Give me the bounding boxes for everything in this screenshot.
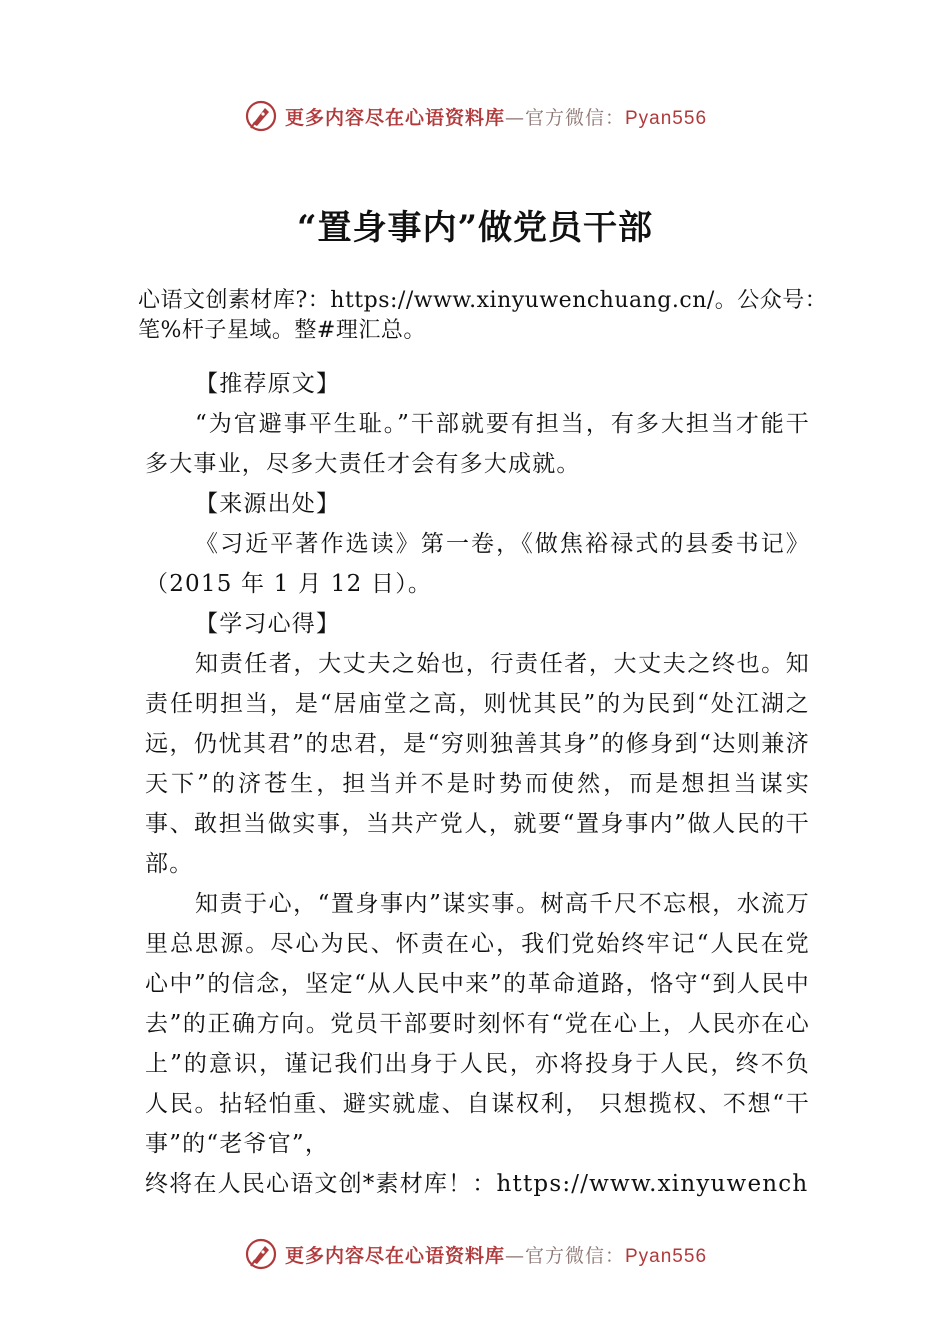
study-paragraph-2: 知责于心，“置身事内”谋实事。树高千尺不忘根，水流万里总思源。尽心为民、怀责在心，我们党始终牢记“人民在党心中”的信念，坚定“从人民中来”的革命道路，恪守“到人民中去”的正确方向。党员干部要时刻怀有“党在心上，人民亦在心上”的意识，谨记我们出身于人民，亦将投身于人民，终不负人民。拈轻怕重、避实就虚、自谋权利， 只想揽权、不想“干事”的“老爷官”， — [145, 891, 810, 1157]
banner-wechat-id: Pyan556 — [625, 107, 708, 129]
study-paragraph-1: 知责任者，大丈夫之始也，行责任者，大丈夫之终也。知责任明担当，是“居庙堂之高，则忧其民”的为民到“处江湖之远，仍忧其君”的忠君，是“穷则独善其身”的修身到“达则兼济天下”的济苍生，担当并不是时势而使然，而是想担当谋实事、敢担当做实事，当共产党人，就要“置身事内”做人民的干部。 — [145, 651, 810, 877]
footer-banner — [0, 1232, 950, 1276]
banner-main-text: 更多内容尽在心语资料库 — [284, 106, 505, 129]
banner-text — [285, 103, 707, 130]
study-paragraph-2-last-line: 终将在人民心语文创*素材库！：https://www.xinyuwench — [145, 1171, 809, 1197]
banner-dash: — — [504, 1244, 525, 1267]
recommend-heading: 【推荐原文】 — [195, 371, 341, 397]
document-body — [145, 364, 810, 1204]
study-heading: 【学习心得】 — [195, 611, 341, 637]
source-line: 心语文创素材库?：https://www.xinyuwenchuang.cn/。公众号：笔%杆子星域。整#理汇总。 — [138, 288, 828, 343]
document-title: “置身事内”做党员干部 — [296, 208, 654, 248]
fountain-pen-logo-icon — [243, 1236, 279, 1272]
banner-text — [285, 1241, 707, 1268]
recommend-text: “为官避事平生耻。”干部就要有担当，有多大担当才能干多大事业，尽多大责任才会有多大成就。 — [145, 411, 810, 477]
banner-dash: — — [504, 106, 525, 129]
header-banner — [0, 94, 950, 138]
banner-wechat-id: Pyan556 — [625, 1245, 708, 1267]
fountain-pen-logo-icon — [243, 98, 279, 134]
banner-wechat-label: 官方微信： — [524, 106, 625, 129]
origin-heading: 【来源出处】 — [195, 491, 341, 517]
origin-text: 《习近平著作选读》第一卷，《做焦裕禄式的县委书记》（2015 年 1 月 12 日）。 — [145, 531, 810, 597]
banner-main-text: 更多内容尽在心语资料库 — [284, 1244, 505, 1267]
banner-wechat-label: 官方微信： — [524, 1244, 625, 1267]
